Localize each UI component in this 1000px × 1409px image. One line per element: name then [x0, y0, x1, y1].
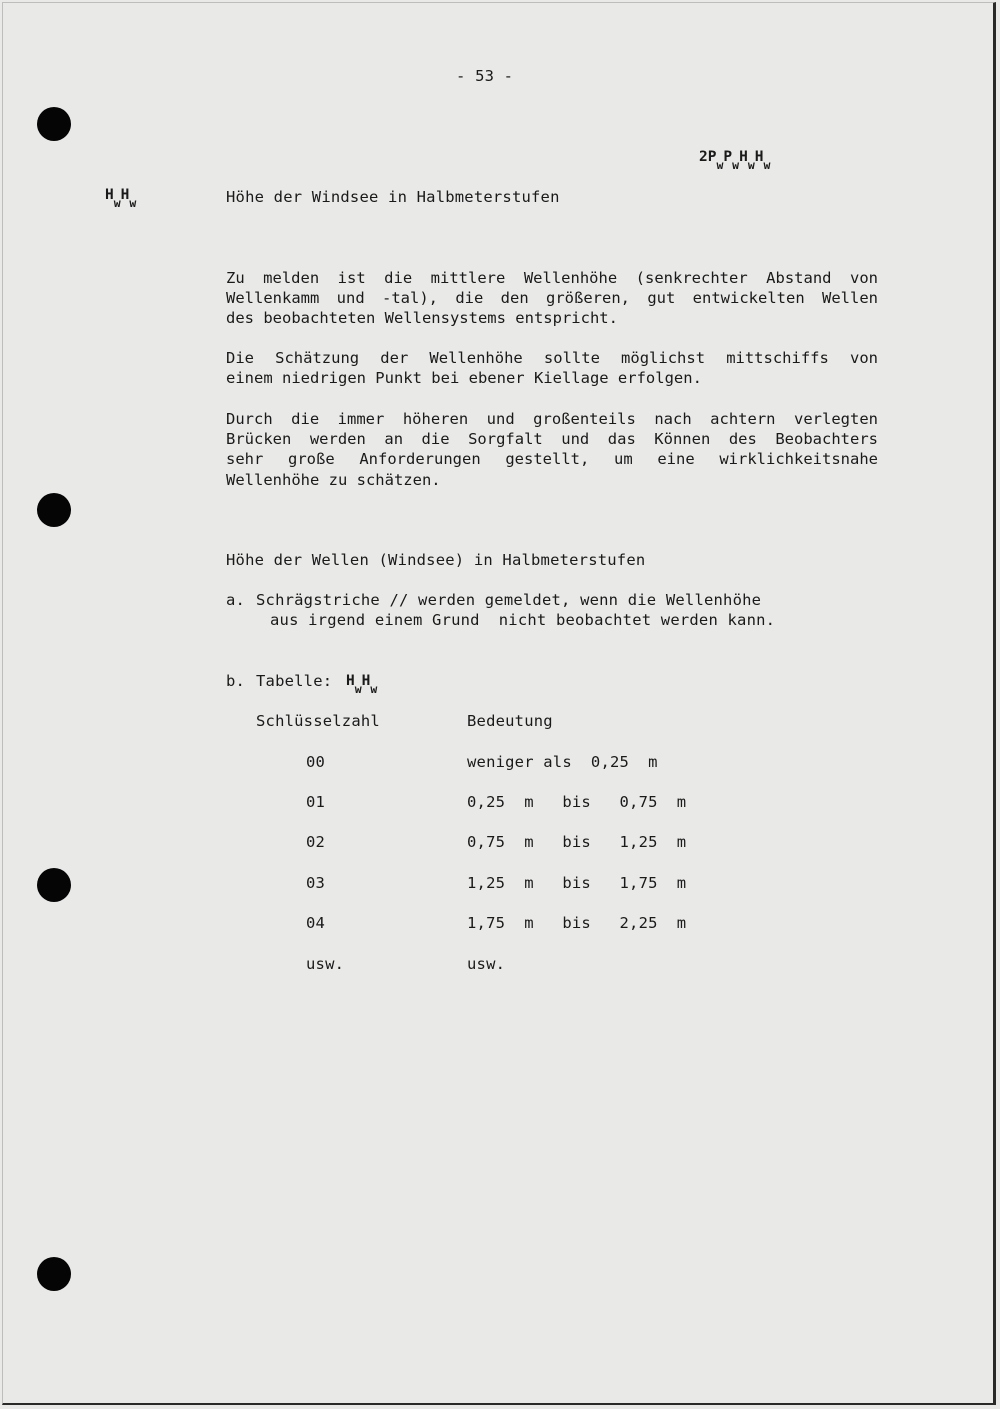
paragraph-line: Die Schätzung der Wellenhöhe sollte möglichst mittschiffs von [226, 349, 878, 367]
item-b-label: Tabelle: [256, 672, 333, 690]
punch-hole-2 [37, 493, 71, 527]
paragraph-line: Brücken werden an die Sorgfalt und das Können des Beobachters [226, 430, 878, 449]
header-symbol [699, 149, 771, 172]
item-a-line: aus irgend einem Grund nicht beobachtet werden kann. [270, 611, 776, 629]
punch-hole-4 [37, 1257, 71, 1291]
paragraph-line: Wellenhöhe zu schätzen. [226, 470, 441, 489]
table-cell-code: 04 [306, 914, 326, 932]
paragraph-line: sehr große Anforderungen gestellt, um eine wirklichkeitsnahe [226, 450, 878, 469]
paragraph-2 [226, 348, 878, 388]
section-heading: Höhe der Wellen (Windsee) in Halbmeterstufen [226, 551, 646, 569]
header-symbol-sub: w [763, 158, 771, 172]
entry-symbol-char: H [120, 187, 130, 203]
paragraph-line: Durch die immer höheren und großenteils nach achtern verlegten [226, 410, 878, 428]
paragraph-line: Zu melden ist die mittlere Wellenhöhe (senkrechter Abstand von [226, 269, 878, 287]
paragraph-3 [226, 409, 878, 490]
page-edge [2, 2, 996, 1405]
table-cell-code: 02 [306, 833, 326, 851]
table-symbol-sub: w [354, 682, 362, 696]
paragraph-1 [226, 268, 878, 329]
table-symbol-char: H [346, 673, 355, 689]
header-symbol-char: H [754, 149, 764, 165]
table-cell-meaning: weniger als 0,25 m [467, 753, 658, 771]
header-symbol-sub: w [716, 158, 724, 172]
paragraph-line: einem niedrigen Punkt bei ebener Kiellage erfolgen. [226, 369, 702, 388]
header-symbol-char: 2 [699, 149, 708, 165]
table-cell-meaning: usw. [467, 955, 506, 973]
table-cell-code: 00 [306, 753, 326, 771]
page-number: - 53 - [456, 67, 514, 85]
entry-symbol [105, 187, 137, 210]
header-symbol-char: P [723, 149, 733, 165]
header-symbol-char: H [739, 149, 748, 165]
table-cell-meaning: 1,75 m bis 2,25 m [467, 914, 687, 932]
table-cell-meaning: 1,25 m bis 1,75 m [467, 874, 687, 892]
header-symbol-sub: w [747, 158, 755, 172]
table-header-code: Schlüsselzahl [256, 712, 380, 730]
entry-symbol-char: H [105, 187, 114, 203]
table-symbol-sub: w [370, 682, 378, 696]
table-cell-code: usw. [306, 955, 345, 973]
paragraph-line: Wellenkamm und -tal), die den größeren, gut entwickelten Wellen [226, 289, 878, 308]
table-header-meaning: Bedeutung [467, 712, 553, 730]
table-cell-code: 01 [306, 793, 326, 811]
table-cell-meaning: 0,25 m bis 0,75 m [467, 793, 687, 811]
table-cell-code: 03 [306, 874, 326, 892]
table-symbol [346, 673, 378, 696]
entry-symbol-sub: w [113, 196, 121, 210]
table-cell-meaning: 0,75 m bis 1,25 m [467, 833, 687, 851]
item-b-marker: b. [226, 672, 246, 690]
header-symbol-char: P [707, 149, 717, 165]
header-symbol-sub: w [732, 158, 740, 172]
entry-symbol-sub: w [129, 196, 137, 210]
item-a-line: Schrägstriche // werden gemeldet, wenn die Wellenhöhe [256, 591, 762, 609]
entry-title: Höhe der Windsee in Halbmeterstufen [226, 188, 560, 206]
punch-hole-1 [37, 107, 71, 141]
paragraph-line: des beobachteten Wellensystems entspricht. [226, 309, 618, 328]
punch-hole-3 [37, 868, 71, 902]
table-symbol-char: H [361, 673, 371, 689]
item-a-marker: a. [226, 591, 246, 609]
